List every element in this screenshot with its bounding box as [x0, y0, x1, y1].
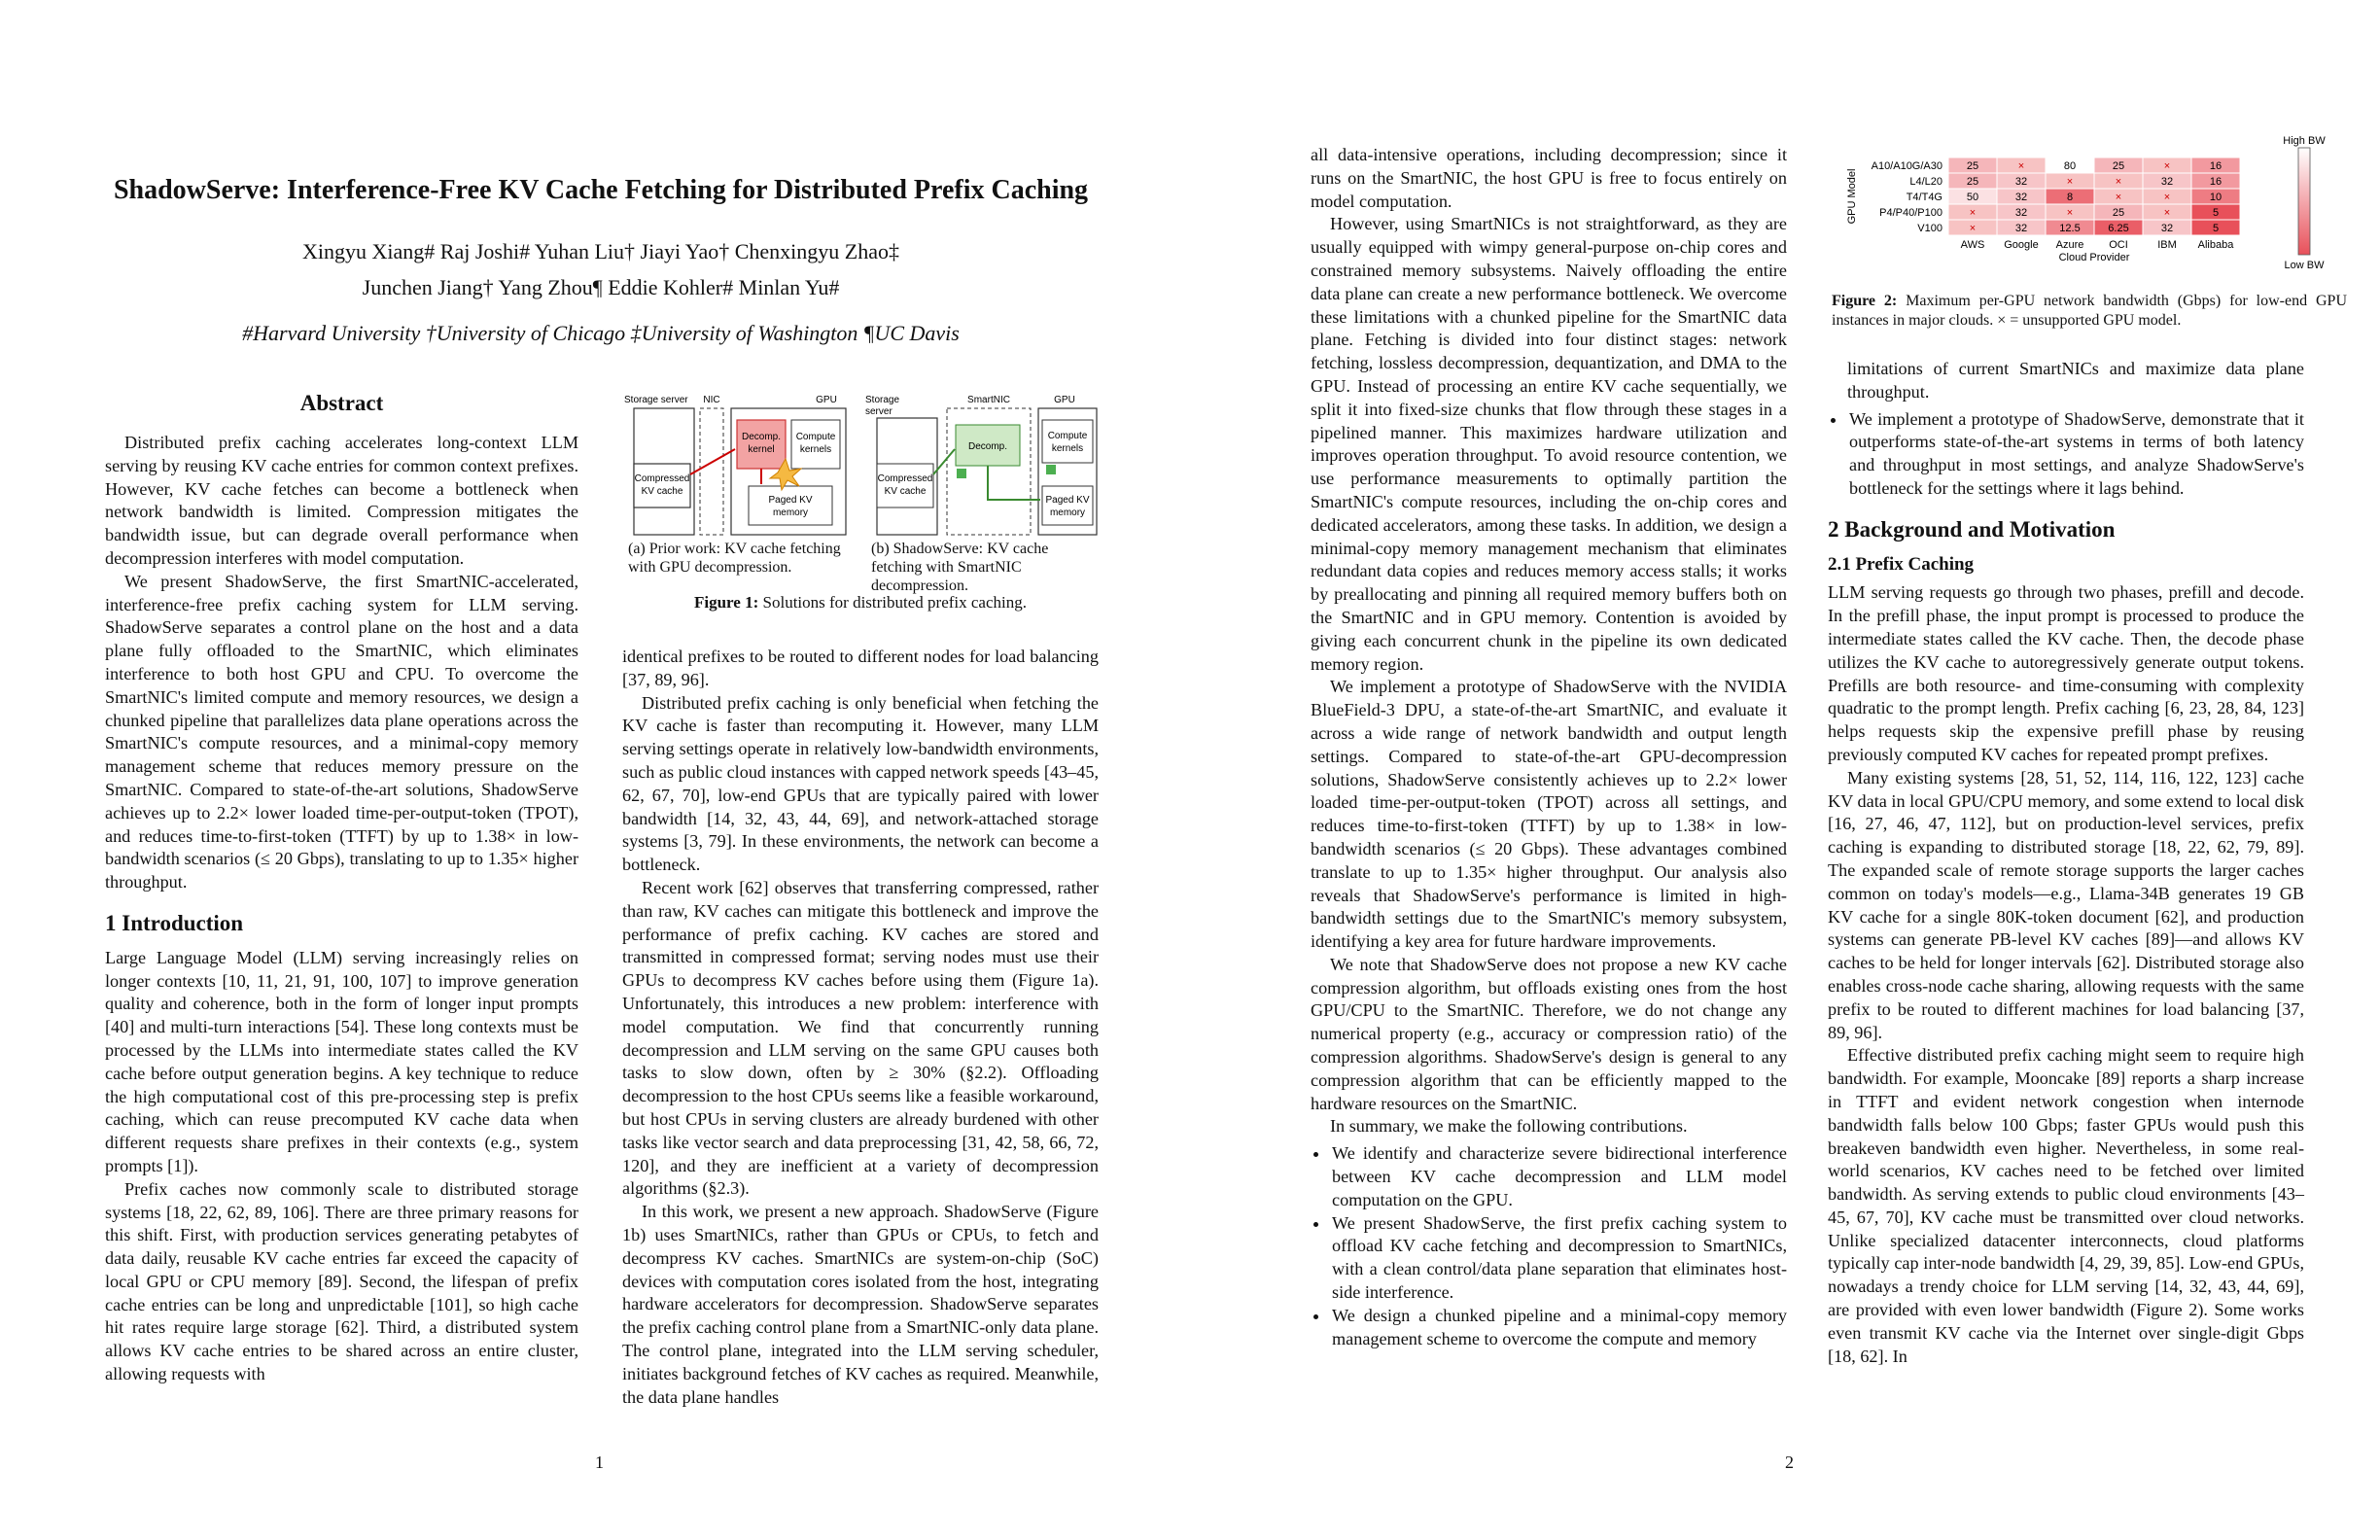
svg-text:memory: memory [1049, 508, 1086, 518]
col3-paragraph-4: We note that ShadowServe does not propose a new KV cache compression algorithm, but offloads existing ones from the host GPU/CPU to the SmartNIC. Therefore, we do not change any numerical property (e.g., accuracy or compression ratio) of the compression algorithms. ShadowServe's design is general to any compression algorithm that can be efficiently mapped to the hardware resources on the SmartNIC. [1311, 954, 1787, 1113]
column-1 [105, 432, 578, 1386]
heatmap-cell-label: 5 [2212, 207, 2220, 219]
figure-1a-diagram [624, 395, 846, 535]
fig1b-gpu-label: GPU [1054, 395, 1075, 405]
heatmap-colorbar [2298, 148, 2310, 255]
heatmap-cell-label: 32 [2160, 176, 2174, 188]
heatmap-cell-label: 32 [2014, 207, 2028, 219]
svg-text:KV cache: KV cache [884, 486, 927, 497]
page-2-number: 2 [1785, 1452, 1794, 1472]
svg-text:kernels: kernels [799, 444, 832, 455]
heatmap-row-label: A10/A10G/A30 [1871, 160, 1942, 172]
figure-2 [1832, 136, 2347, 350]
heatmap-cell-label: 8 [2066, 192, 2074, 203]
contributions-list [1311, 1142, 1787, 1350]
heatmap-cell-label: 25 [2112, 160, 2125, 172]
section-2-heading: 2 Background and Motivation [1828, 516, 2116, 542]
figure-1-caption [622, 593, 1099, 612]
affiliations: #Harvard University †University of Chicago ‡University of Washington ¶UC Davis [242, 321, 960, 345]
col2-paragraph-2: Distributed prefix caching is only beneficial when fetching the KV cache is faster than recomputing it. However, many LLM serving settings operate in relatively low-bandwidth environments, such as public cloud instances with capped network speeds [43–45, 62, 67, 70], low-end GPUs that are typically paired with lower bandwidth [14, 32, 43, 44, 69], and network-attached storage systems [3, 79]. In these environments, the network can become a bottleneck. [622, 692, 1099, 875]
fig1b-storage-label: Storage [865, 395, 900, 405]
fig1a-nic-box [700, 408, 723, 535]
intro-paragraph-2: Prefix caches now commonly scale to distributed storage systems [18, 22, 62, 89, 106]. There are three primary reasons for this shift. First, with production services generating petabytes of data daily, reusable KV cache entries far exceed the capacity of local GPU or CPU memory [89]. Second, the lifespan of prefix cache entries can be long and unpredictable [101], so high cache hit rates require large storage [62]. Third, a distributed system allows KV cache entries to be shared across an entire cluster, allowing requests with [105, 1178, 578, 1384]
figure-1-caption-text: Solutions for distributed prefix caching. [762, 593, 1027, 612]
heatmap-cell-label: × [2115, 176, 2122, 188]
col3-paragraph-3: We implement a prototype of ShadowServe with the NVIDIA BlueField-3 DPU, a state-of-the-art SmartNIC, and evaluate it across a wide range of network bandwidth and output length settings. Compared to state-of-the-art GPU-decompression solutions, ShadowServe consistently achieves up to 2.2× lower loaded time-per-output-token (TPOT) across all settings, and reduces time-to-first-token (TTFT) by up to 1.38× in low-bandwidth scenarios (≤ 20 Gbps). These advantages combined translate to up to 1.35× higher throughput. Our analysis also reveals that ShadowServe's performance is limited in high-bandwidth settings due to the SmartNIC's memory subsystem, identifying a key area for future hardware improvements. [1311, 677, 1787, 952]
svg-text:Decomp.: Decomp. [741, 432, 782, 442]
fig1a-gpu-label: GPU [816, 395, 837, 405]
fig1b-check-icon-2 [1046, 465, 1056, 474]
page-2 [1190, 0, 2380, 1540]
fig1a-paged-kv-box [749, 486, 832, 525]
heatmap-cell-label: 6.25 [2108, 223, 2129, 234]
heatmap-cell-label: 10 [2209, 192, 2222, 203]
figure-2-heatmap [1832, 136, 2347, 282]
heatmap-legend-low: Low BW [2284, 260, 2325, 271]
heatmap-col-label: IBM [2157, 239, 2177, 251]
heatmap-cell-label: 32 [2014, 176, 2028, 188]
heatmap-col-label: OCI [2109, 239, 2128, 251]
authors-line-2: Junchen Jiang† Yang Zhou¶ Eddie Kohler# Minlan Yu# [362, 275, 840, 299]
svg-text:Decomp.: Decomp. [967, 441, 1008, 452]
heatmap-xlabel: Cloud Provider [2058, 252, 2130, 263]
figure-1b-caption: (b) ShadowServe: KV cache fetching with SmartNIC decompression. [871, 541, 1049, 594]
heatmap-col-label: Azure [2055, 239, 2084, 251]
paper-title: ShadowServe: Interference-Free KV Cache Fetching for Distributed Prefix Caching [113, 175, 1089, 205]
svg-text:server: server [865, 406, 892, 417]
col3-paragraph-2: However, using SmartNICs is not straightforward, as they are usually equipped with wimpy general-purpose on-chip cores and constrained memory subsystems. Naively offloading the entire data plane can create a new performance bottleneck. We overcome these limitations with a chunked pipeline for the SmartNIC data plane. Fetching is divided into four distinct stages: network fetching, lossless decompression, dequantization, and DMA to the GPU. Instead of processing an entire KV cache sequentially, we split it into fixed-size chunks that flow through these stages in a pipelined manner. This maximizes hardware utilization and improves operation throughput. To avoid resource contention, we use performance measurements to optimally partition the SmartNIC's compute resources, including the on-chip cores and dedicated accelerators, among these tasks. In addition, we design a minimal-copy memory management mechanism that eliminates redundant data copies and reduces memory access stalls; it works by preallocating and pinning all required memory buffers both on the SmartNIC and in GPU memory. Contention is avoided by giving each concurrent chunk in the pipeline its own dedicated memory region. [1311, 214, 1787, 674]
fig1b-paged-kv-box [1042, 486, 1093, 525]
heatmap-row-label: L4/L20 [1909, 176, 1942, 188]
col2-paragraph-4: In this work, we present a new approach. ShadowServe (Figure 1b) uses SmartNICs, rather than GPUs or CPUs, to fetch and decompress KV caches. SmartNICs are system-on-chip (SoC) devices with computation cores isolated from the host, integrating hardware accelerators for decompression. ShadowServe separates the prefix caching control plane from a SmartNIC-only data plane. The control plane, integrated into the LLM serving scheduler, initiates background fetches of KV caches as required. Meanwhile, the data plane handles [622, 1202, 1099, 1407]
col2-paragraph-1: identical prefixes to be routed to different nodes for load balancing [37, 89, 96]. [622, 647, 1099, 689]
figure-1b-diagram [865, 395, 1097, 535]
heatmap-cell-label: × [2115, 192, 2122, 203]
section-2-1-heading: 2.1 Prefix Caching [1828, 553, 1975, 575]
heatmap-cell-label: 50 [1966, 192, 1979, 203]
heatmap-cell-label: × [2017, 160, 2025, 172]
heatmap-cell-label: 25 [1966, 176, 1979, 188]
contribution-item: • We implement a prototype of ShadowServe, demonstrate that it outperforms state-of-the-art systems in terms of both latency and throughput in most settings, and analyze ShadowServe's bottleneck for the settings where it lags behind. [1847, 408, 2304, 501]
figure-2-caption-text: Maximum per-GPU network bandwidth (Gbps) for low-end GPU instances in major clouds. × = unsupported GPU model. [1832, 293, 2347, 329]
heatmap-row-label: P4/P40/P100 [1879, 207, 1942, 219]
fig1b-fetch-arrow [933, 449, 955, 474]
abstract-paragraph-1: Distributed prefix caching accelerates long-context LLM serving by reusing KV cache entries for common context prefixes. However, KV cache fetches can become a bottleneck when network bandwidth is limited. Compression mitigates the bandwidth issue, but can degrade overall performance when decompression interferes with model computation. [105, 433, 578, 568]
col2-paragraph-3: Recent work [62] observes that transferring compressed, rather than raw, KV caches can mitigate this bottleneck and improve the performance of prefix caching. KV caches are stored and transmitted in compressed format; serving nodes must use their GPUs to decompress KV caches before using them (Figure 1a). Unfortunately, this introduces a new problem: interference with model computation. We find that concurrently running decompression and LLM serving on the same GPU causes both tasks to slow down, often by ≥ 30% (§2.2). Offloading decompression to the host CPUs seems like a feasible workaround, but host CPUs in serving clusters are already burdened with other tasks like vector search and data preprocessing [31, 42, 58, 66, 72, 120], and they are inefficient at a variety of decompression algorithms (§2.3). [622, 877, 1099, 1199]
fig1a-compressed-label: Compressed [634, 473, 690, 484]
heatmap-cell-label: × [2066, 207, 2074, 219]
abstract-heading: Abstract [299, 391, 384, 415]
intro-paragraph-1: Large Language Model (LLM) serving increasingly relies on longer contexts [10, 11, 21, 91, 100, 107] to improve generation quality and coherence, both in the form of longer input prompts [40] and multi-turn interactions [54]. These long contexts must be processed by the LLMs into intermediate states called the KV cache before output generation begins. A key technique to reduce the high computational cost of this pre-processing step is prefix caching, which can reuse precomputed KV cache data when different requests share prefixes in their contexts (e.g., system prompts [1]). [105, 947, 578, 1175]
col3-paragraph-5: In summary, we make the following contributions. [1330, 1116, 1688, 1137]
figure-2-caption [1832, 292, 2347, 331]
contributions-list-continued [1828, 408, 2304, 501]
heatmap-col-label: AWS [1960, 239, 1985, 251]
authors-line-1: Xingyu Xiang# Raj Joshi# Yuhan Liu† Jiayi Yao† Chenxingyu Zhao‡ [302, 239, 899, 263]
heatmap-row-label: T4/T4G [1906, 192, 1942, 203]
col3-paragraph-1: all data-intensive operations, including decompression; since it runs on the SmartNIC, the host GPU is free to focus entirely on model computation. [1311, 145, 1787, 211]
heatmap-cell-label: 32 [2160, 223, 2174, 234]
heatmap-cell-label: × [1969, 223, 1977, 234]
col4-paragraph-2: LLM serving requests go through two phases, prefill and decode. In the prefill phase, the input prompt is processed to produce the intermediate states called the KV cache. Then, the decode phase utilizes the KV cache to autoregressively generate output tokens. Prefills are both resource- and time-consuming with complexity quadratic to the prompt length. Prefix caching [6, 23, 28, 84, 123] helps requests skip the expensive prefill phase by reusing previously computed KV caches for repeated prompt prefixes. [1828, 582, 2304, 764]
heatmap-cell-label: × [2066, 176, 2074, 188]
fig1a-fetch-arrow [690, 449, 735, 474]
heatmap-col-label: Alibaba [2197, 239, 2234, 251]
heatmap-col-label: Google [2004, 239, 2039, 251]
heatmap-cell-label: 5 [2212, 223, 2220, 234]
col4-paragraph-3: Many existing systems [28, 51, 52, 114, 116, 122, 123] cache KV data in local GPU/CPU memory, and some extend to local disk [16, 27, 46, 47, 112], but on production-level services, prefix caching is expanding to distributed storage [18, 22, 62, 79, 89]. The expanded scale of remote storage supports the larger caches common on today's models—e.g., Llama-34B generates 19 GB KV cache for a single 80K-token document [62], and production systems can generate PB-level KV caches [89]—and allows KV caches to be held for longer intervals [62]. Distributed storage also enables cross-node cache sharing, allowing requests with the same prefix to be routed to different machines for load balancing [37, 89, 96]. [1828, 767, 2304, 1042]
heatmap-cell-label: 16 [2209, 176, 2222, 188]
column-2 [622, 646, 1099, 1409]
figure-1a-caption: (a) Prior work: KV cache fetching with GPU decompression. [628, 541, 841, 576]
figure-1 [622, 391, 1099, 624]
contribution-item: • We design a chunked pipeline and a minimal-copy memory management scheme to overcome the compute and memory [1330, 1305, 1787, 1351]
svg-text:Paged KV: Paged KV [768, 495, 813, 506]
svg-text:Compressed: Compressed [877, 473, 933, 484]
svg-text:KV cache: KV cache [641, 486, 683, 497]
heatmap-cell-label: 32 [2014, 192, 2028, 203]
heatmap-cell-label: × [1969, 207, 1977, 219]
fig1a-storage-label: Storage server [624, 395, 688, 405]
svg-text:Paged KV: Paged KV [1045, 495, 1090, 506]
svg-text:Compute: Compute [1047, 431, 1088, 441]
svg-text:kernels: kernels [1051, 443, 1084, 454]
contribution-item: • We identify and characterize severe bidirectional interference between KV cache decompression and LLM model computation on the GPU. [1330, 1142, 1787, 1211]
contribution-item: • We present ShadowServe, the first prefix caching system to offload KV cache fetching and decompression to SmartNICs, with a clean control/data plane separation that eliminates host-side interference. [1330, 1212, 1787, 1305]
col4-paragraph-1: limitations of current SmartNICs and maximize data plane throughput. [1847, 359, 2304, 402]
fig1b-smartnic-label: SmartNIC [967, 395, 1010, 405]
svg-text:memory: memory [772, 508, 809, 518]
heatmap-ylabel: GPU Model [1846, 168, 1858, 225]
intro-heading: 1 Introduction [105, 910, 244, 935]
column-3 [1311, 144, 1787, 1354]
col4-paragraph-4: Effective distributed prefix caching might seem to require high bandwidth. For example, Mooncake [89] reports a sharp increase in TTFT and evident network congestion when internode bandwidth falls below 100 Gbps; faster GPUs would push this breakeven bandwidth even higher. Nevertheless, in some real-world scenarios, KV caches need to be fetched over limited bandwidth. As serving extends to public cloud environments [43–45, 67, 70], KV cache must be transmitted over cloud networks. Unlike specialized datacenter interconnects, cloud platforms typically cap inter-node bandwidth [4, 29, 39, 85]. Low-end GPUs, nowadays a trendy choice for LLM serving [14, 32, 43, 44, 69], are provided with even lower bandwidth (Figure 2). Some works even transmit KV cache via the Internet over single-digit Gbps [18, 62]. In [1828, 1045, 2304, 1366]
heatmap-cell-label: 32 [2014, 223, 2028, 234]
fig1b-dma-arrow [988, 466, 1040, 500]
figure-2-caption-label: Figure 2: [1832, 293, 1898, 309]
heatmap-legend-high: High BW [2283, 136, 2326, 147]
heatmap-cell-label: × [2163, 192, 2171, 203]
heatmap-cell-label: 80 [2063, 160, 2077, 172]
column-4 [1828, 358, 2304, 1368]
heatmap-cell-label: 25 [1966, 160, 1979, 172]
heatmap-cell-label: × [2163, 207, 2171, 219]
heatmap-row-label: V100 [1917, 223, 1942, 234]
abstract-paragraph-2: We present ShadowServe, the first SmartNIC-accelerated, interference-free prefix caching system for LLM serving. ShadowServe separates a control plane on the host and a data plane fully offloaded to the SmartNIC, which eliminates interference to both host GPU and CPU. To overcome the SmartNIC's limited compute and memory resources, we design a chunked pipeline that parallelizes data plane operations across the SmartNIC's compute resources, and a minimal-copy memory management scheme that reduces memory pressure on the SmartNIC. Compared to state-of-the-art solutions, ShadowServe achieves up to 2.2× lower loaded time-per-output-token (TPOT), and reduces time-to-first-token (TTFT) by up to 1.38× in low-bandwidth scenarios (≤ 20 Gbps), translating to up to 1.35× higher throughput. [105, 571, 578, 892]
heatmap-cell-label: 12.5 [2059, 223, 2081, 234]
heatmap-cell-label: 16 [2209, 160, 2222, 172]
svg-text:Compute: Compute [795, 432, 836, 442]
fig1a-nic-label: NIC [703, 395, 720, 405]
fig1b-check-icon [957, 469, 966, 478]
heatmap-cell-label: 25 [2112, 207, 2125, 219]
figure-1-caption-label: Figure 1: [694, 593, 759, 612]
svg-text:kernel: kernel [748, 444, 775, 455]
heatmap-cell-label: × [2163, 160, 2171, 172]
fig1b-compute-kernels-box [1042, 420, 1093, 463]
page-1-number: 1 [595, 1452, 604, 1472]
